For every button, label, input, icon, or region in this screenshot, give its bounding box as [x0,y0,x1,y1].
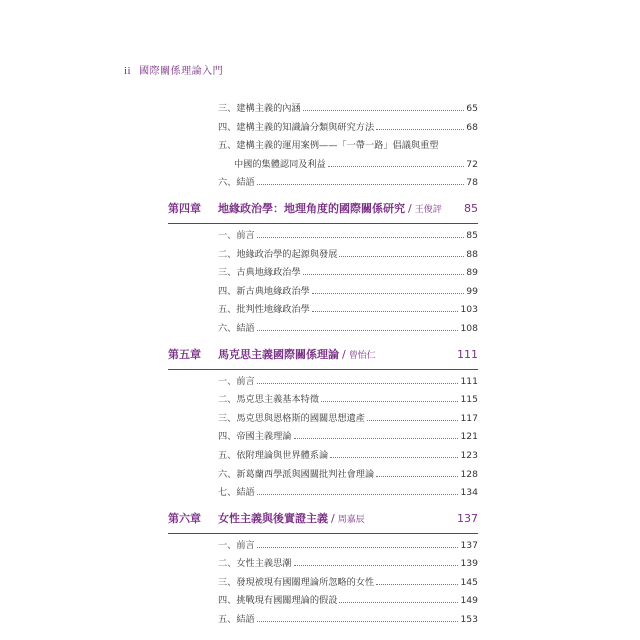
toc-page-number: 68 [466,121,478,133]
dot-leader [339,602,458,603]
toc-entry [168,100,478,119]
chapter-page-number: 111 [457,347,478,361]
dot-leader [328,166,464,167]
toc-entry-label: 一、前言 [218,375,255,387]
toc-entry-label: 六、結語 [218,322,255,334]
chapter-heading [168,200,478,224]
toc-entry-label: 一、前言 [218,229,255,241]
dot-leader [367,420,458,421]
toc-page-number: 121 [460,431,478,443]
toc-entry [168,373,478,392]
toc-entry-label: 四、建構主義的知識論分類與研究方法 [218,121,375,133]
chapter-author: 王俊評 [414,204,442,215]
dot-leader [376,584,458,585]
toc-page-number: 145 [460,576,478,588]
chapter-author: 周嘉辰 [337,514,365,525]
toc-entry-label: 二、馬克思主義基本特徵 [218,394,320,406]
dot-leader [294,565,459,566]
toc-page-number: 103 [460,304,478,316]
toc-entry-label: 中國的集體認同及利益 [234,158,326,170]
dot-leader [312,293,464,294]
toc-entry [168,537,478,556]
toc-entry-label: 三、古典地緣政治學 [218,267,301,279]
chapter-heading [168,510,478,534]
chapter-number: 第四章 [168,201,201,215]
header-page-number: ii [124,65,132,77]
toc-entry [168,264,478,283]
dot-leader [257,330,459,331]
toc-entry [168,592,478,611]
toc-entry-label: 三、馬克思與恩格斯的國關思想遺產 [218,412,365,424]
toc-page-number: 115 [460,394,478,406]
toc-entry [168,391,478,410]
dot-leader [257,184,465,185]
toc-entry-label: 二、女性主義思潮 [218,558,292,570]
toc-page-number: 85 [466,229,478,241]
toc-entry [168,611,478,630]
dot-leader [257,621,459,622]
chapter-author: 曾怡仁 [348,350,376,361]
toc-entry-label: 六、新葛蘭西學派與國關批判社會理論 [218,468,375,480]
dot-leader [339,256,464,257]
chapter-title: 地緣政治學：地理角度的國際關係研究 [218,201,405,215]
toc-entry-label: 五、批判性地緣政治學 [218,304,310,316]
toc-page-number: 134 [460,487,478,499]
chapter-number: 第六章 [168,511,201,525]
dot-leader [294,438,459,439]
toc-entry-label: 六、結語 [218,177,255,189]
dot-leader [303,274,465,275]
chapter-page-number: 137 [457,511,478,525]
toc-entry [168,301,478,320]
table-of-contents [168,100,478,630]
chapter-number: 第五章 [168,347,201,361]
toc-page-number: 137 [460,539,478,551]
toc-entry-label: 四、新古典地緣政治學 [218,285,310,297]
toc-page-number: 117 [460,412,478,424]
toc-entry [168,484,478,503]
toc-entry-label: 四、帝國主義理論 [218,431,292,443]
toc-entry [168,283,478,302]
dot-leader [257,494,459,495]
author-separator: / [331,511,335,525]
author-separator: / [408,201,412,215]
toc-entry [168,174,478,193]
dot-leader [257,237,465,238]
toc-entry [168,246,478,265]
chapter-page-number: 85 [464,201,478,215]
toc-entry-label: 四、挑戰現有國關理論的假設 [218,595,338,607]
toc-page-number: 89 [466,267,478,279]
toc-entry [168,156,478,175]
dot-leader [312,311,459,312]
toc-entry [168,555,478,574]
toc-entry [168,428,478,447]
running-header [124,62,223,77]
toc-page-number: 111 [460,375,478,387]
toc-entry [168,447,478,466]
toc-page-number: 123 [460,449,478,461]
toc-entry-label: 一、前言 [218,539,255,551]
toc-entry [168,574,478,593]
dot-leader [303,110,465,111]
toc-entry-label: 七、結語 [218,487,255,499]
toc-entry [168,137,478,156]
toc-page-number: 139 [460,558,478,570]
dot-leader [376,129,464,130]
toc-entry [168,227,478,246]
toc-page-number: 88 [466,248,478,260]
dot-leader [257,547,459,548]
toc-page-number: 72 [466,158,478,170]
chapter-title: 女性主義與後實證主義 [218,511,328,525]
dot-leader [330,457,458,458]
toc-entry [168,410,478,429]
author-separator: / [342,347,346,361]
toc-entry-label: 三、建構主義的內涵 [218,103,301,114]
chapter-title: 馬克思主義國際關係理論 [218,347,339,361]
toc-entry-label: 五、建構主義的運用案例——「一帶一路」倡議與重塑 [218,140,439,152]
toc-page-number: 78 [466,177,478,189]
toc-page-number: 65 [466,103,478,114]
dot-leader [376,476,458,477]
header-book-title: 國際關係理論入門 [139,66,224,77]
dot-leader [257,383,459,384]
chapter-heading [168,346,478,370]
toc-entry-label: 五、依附理論與世界體系論 [218,449,329,461]
toc-entry-label: 五、結語 [218,614,255,626]
toc-page-number: 153 [460,614,478,626]
toc-entry-label: 三、發現被現有國關理論所忽略的女性 [218,576,375,588]
toc-entry [168,119,478,138]
toc-entry [168,320,478,339]
toc-page-number: 99 [466,285,478,297]
dot-leader [321,401,458,402]
toc-page-number: 149 [460,595,478,607]
toc-entry-label: 二、地緣政治學的起源與發展 [218,248,338,260]
toc-page-number: 128 [460,468,478,480]
toc-entry [168,466,478,485]
toc-page-number: 108 [460,322,478,334]
